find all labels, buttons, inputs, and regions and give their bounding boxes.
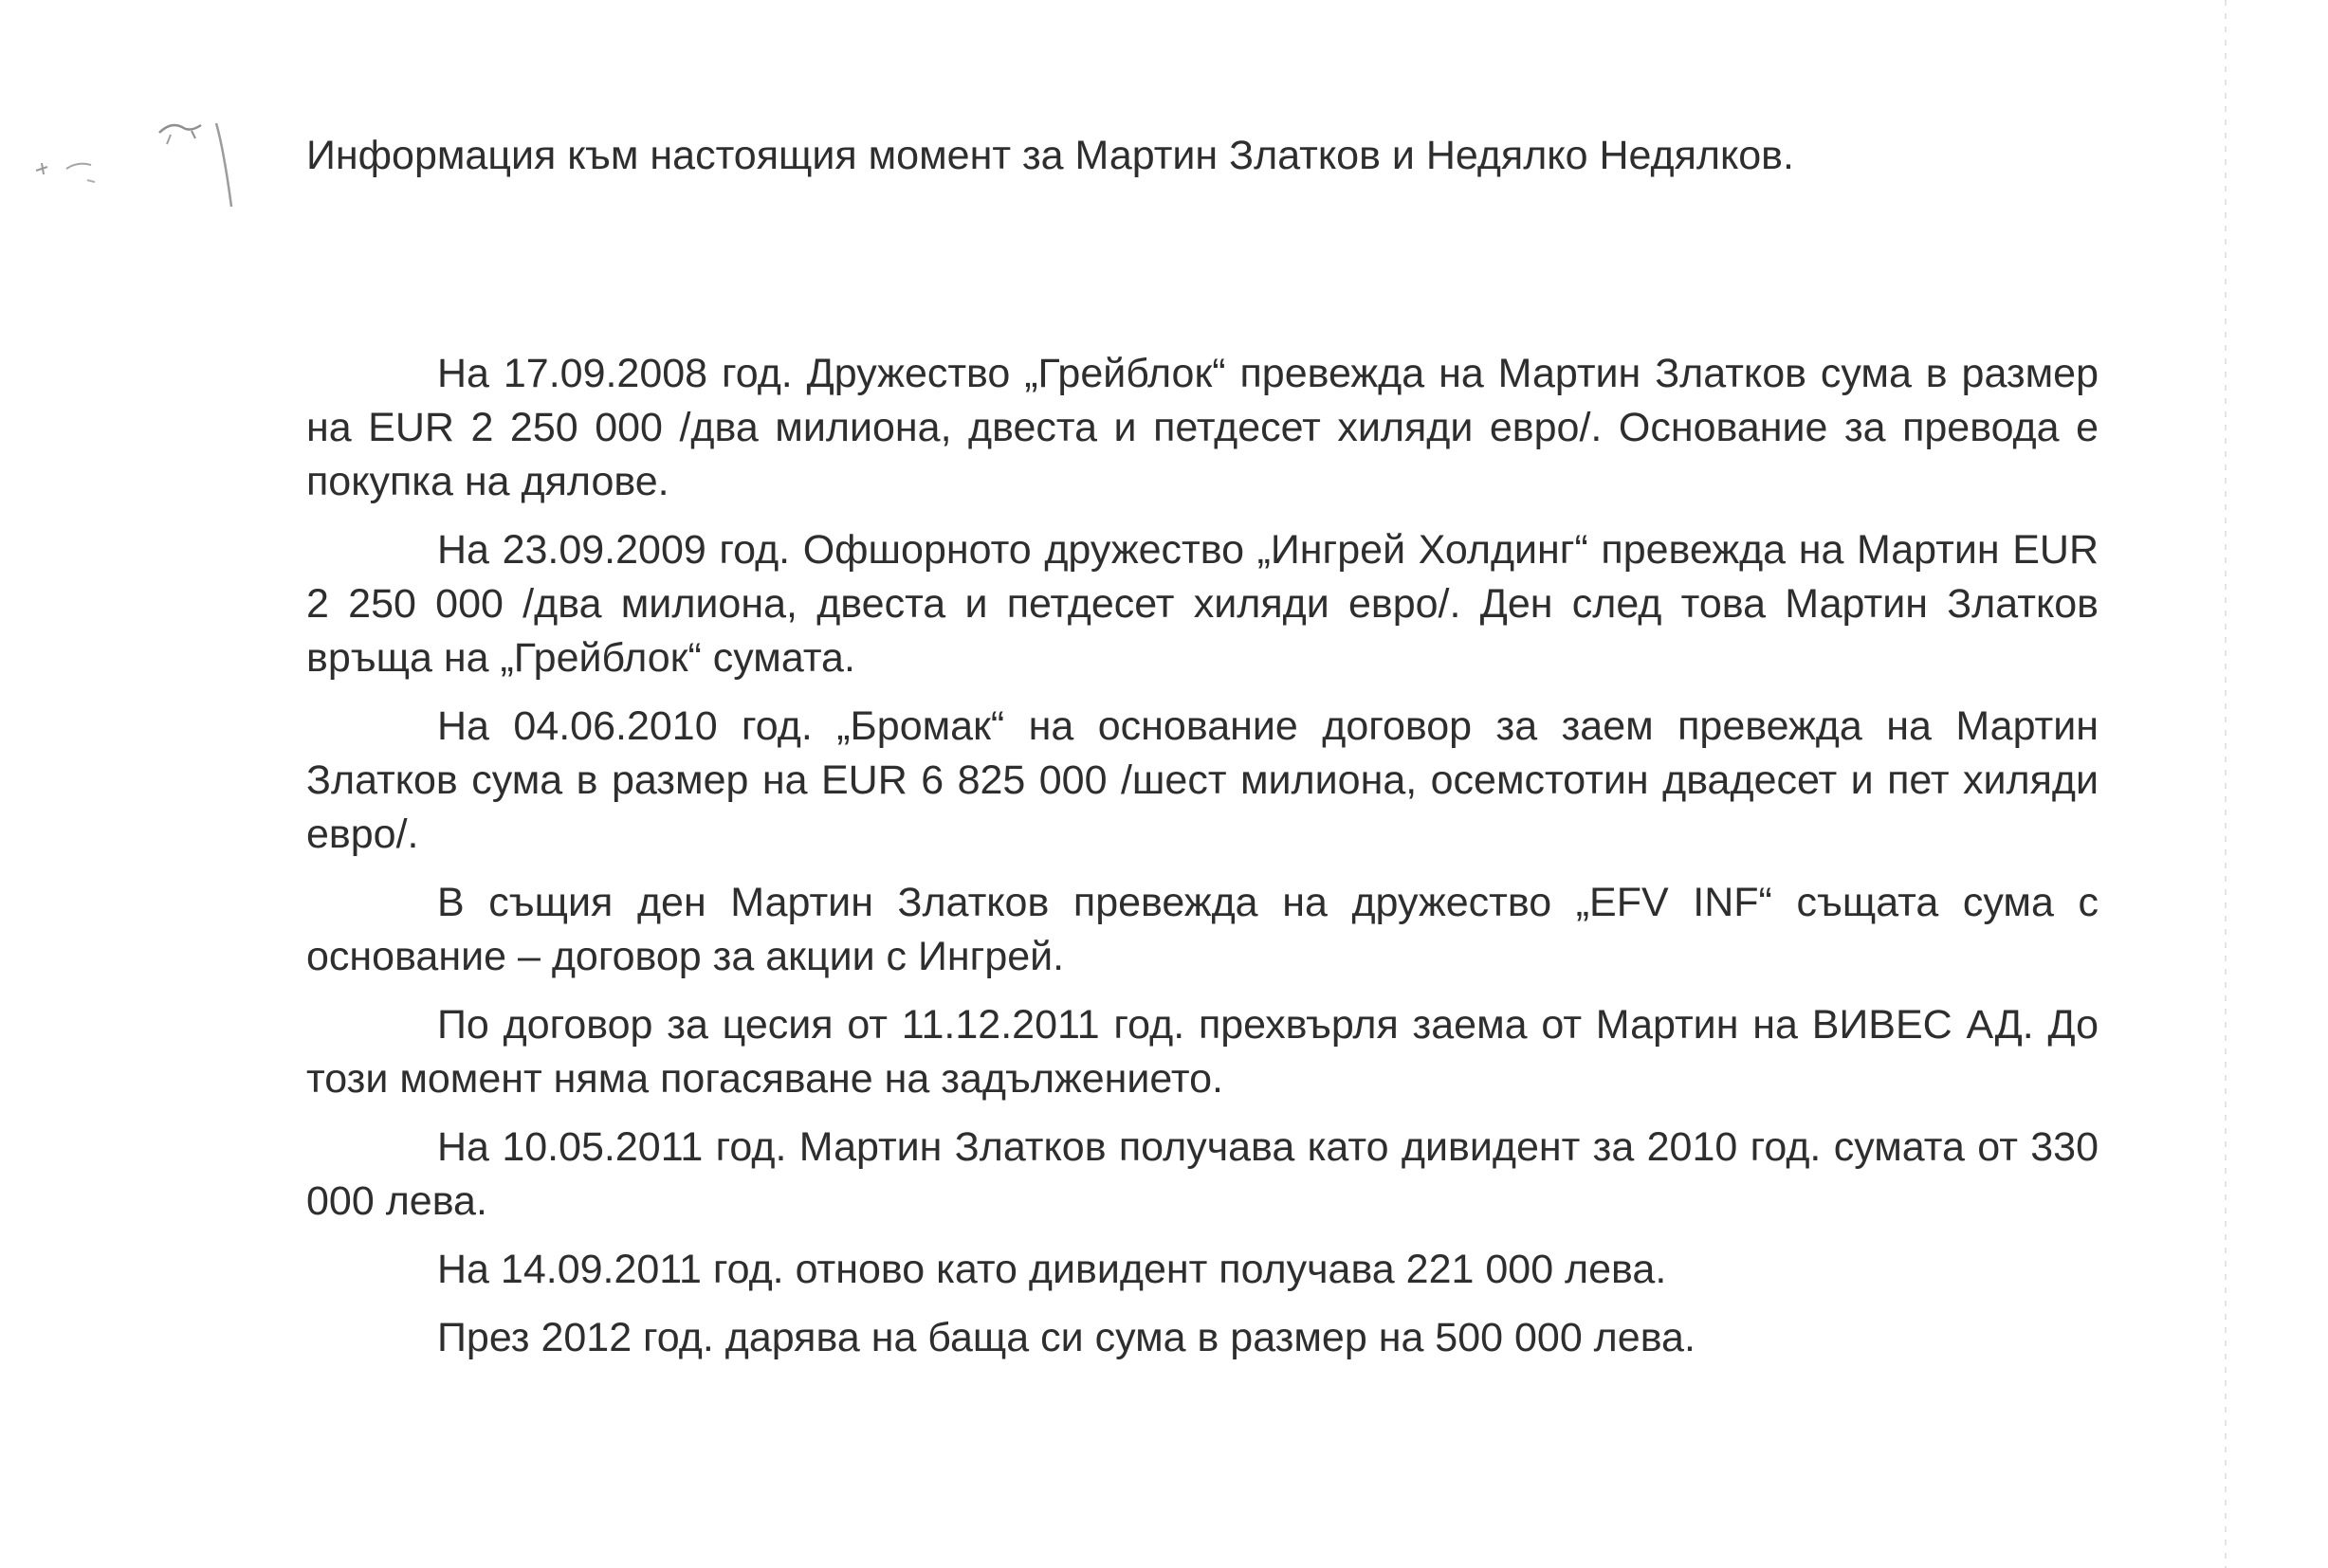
paragraph: На 14.09.2011 год. отново като дивидент получава 221 000 лева. xyxy=(437,1247,1667,1292)
paragraph: По договор за цесия от 11.12.2011 год. прехвърля заема от Мартин на ВИВЕС АД. До този момент няма погасяване на задължението. xyxy=(306,1002,2099,1102)
document-title: Информация към настоящия момент за Мартин Златков и Недялко Недялков. xyxy=(306,133,1794,178)
paragraph: На 10.05.2011 год. Мартин Златков получава като дивидент за 2010 год. сумата от 330 000 лева. xyxy=(306,1124,2099,1224)
paragraph: През 2012 год. дарява на баща си сума в размер на 500 000 лева. xyxy=(437,1315,1696,1360)
document-body xyxy=(306,347,2099,1379)
page-edge xyxy=(2225,0,2227,1568)
paragraph: На 04.06.2010 год. „Бромак“ на основание договор за заем превежда на Мартин Златков сума в размер на EUR 6 825 000 /шест милиона, осемстотин двадесет и пет хиляди евро/. xyxy=(306,703,2099,857)
paragraph: В същия ден Мартин Златков превежда на дружество „EFV INF“ същата сума с основание – договор за акции с Ингрей. xyxy=(306,880,2099,979)
paragraph: На 23.09.2009 год. Офшорното дружество „Ингрей Холдинг“ превежда на Мартин EUR 2 250 000 /два милиона, двеста и петдесет хиляди евро/. Ден след това Мартин Златков връща на „Грейблок“ сумата. xyxy=(306,527,2099,681)
handwritten-mark-icon xyxy=(28,112,256,216)
paragraph: На 17.09.2008 год. Дружество „Грейблок“ превежда на Мартин Златков сума в размер на EUR 2 250 000 /два милиона, двеста и петдесет хиляди евро/. Основание за превода е покупка на дялове. xyxy=(306,351,2099,504)
